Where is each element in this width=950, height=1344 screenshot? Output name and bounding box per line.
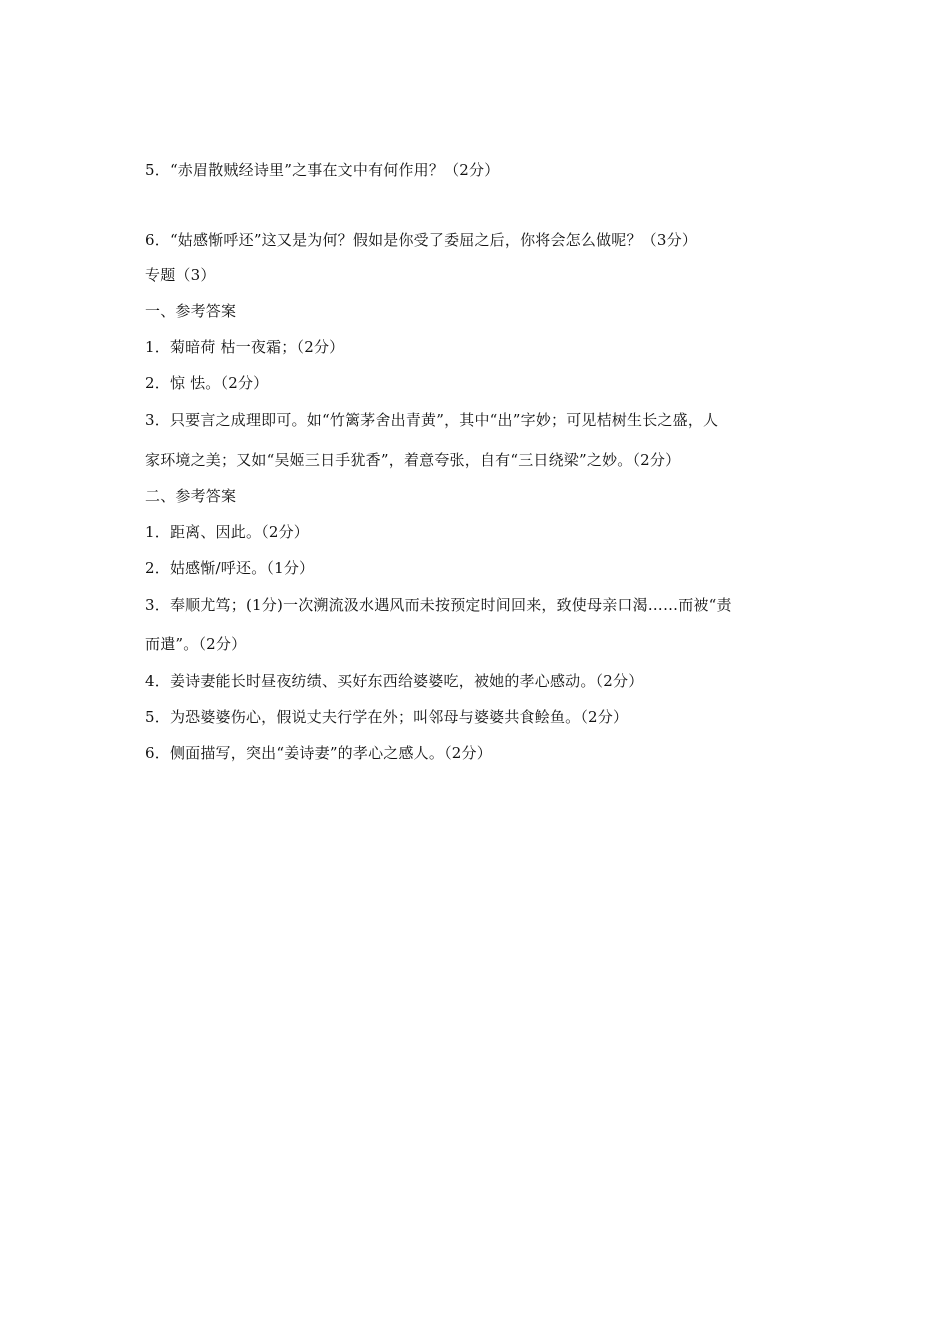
section1-answer-3-line2: 家环境之美；又如“吴姬三日手犹香”，着意夸张，自有“三日绕梁”之妙。（2分）	[145, 451, 681, 469]
section2-answer-3-line1: 3．奉顺尤笃；(1分)一次溯流汲水遇风而未按预定时间回来，致使母亲口渴……而被“责	[145, 596, 732, 614]
question-5: 5．“赤眉散贼经诗里”之事在文中有何作用？（2分）	[145, 161, 500, 179]
section1-answer-2: 2．惊 怯。（2分）	[145, 374, 269, 392]
section2-answer-3-line2: 而遣”。（2分）	[145, 635, 247, 653]
section2-answer-4: 4．姜诗妻能长时昼夜纺绩、买好东西给婆婆吃，被她的孝心感动。（2分）	[145, 672, 644, 690]
section1-heading: 一、参考答案	[145, 302, 237, 320]
topic-title: 专题（3）	[145, 266, 216, 284]
section1-answer-1: 1．菊暗荷 枯一夜霜；（2分）	[145, 338, 345, 356]
section2-heading: 二、参考答案	[145, 487, 237, 505]
section1-answer-3-line1: 3．只要言之成理即可。如“竹篱茅舍出青黄”，其中“出”字妙；可见桔树生长之盛，人	[145, 411, 719, 429]
section2-answer-2: 2．姑感惭/呼还。（1分）	[145, 559, 315, 577]
section2-answer-5: 5．为恐婆婆伤心，假说丈夫行学在外；叫邻母与婆婆共食鲙鱼。（2分）	[145, 708, 629, 726]
section2-answer-1: 1．距离、因此。（2分）	[145, 523, 309, 541]
section2-answer-6: 6．侧面描写，突出“姜诗妻”的孝心之感人。（2分）	[145, 744, 492, 762]
question-6: 6．“姑感惭呼还”这又是为何？假如是你受了委屈之后，你将会怎么做呢？（3分）	[145, 231, 698, 249]
